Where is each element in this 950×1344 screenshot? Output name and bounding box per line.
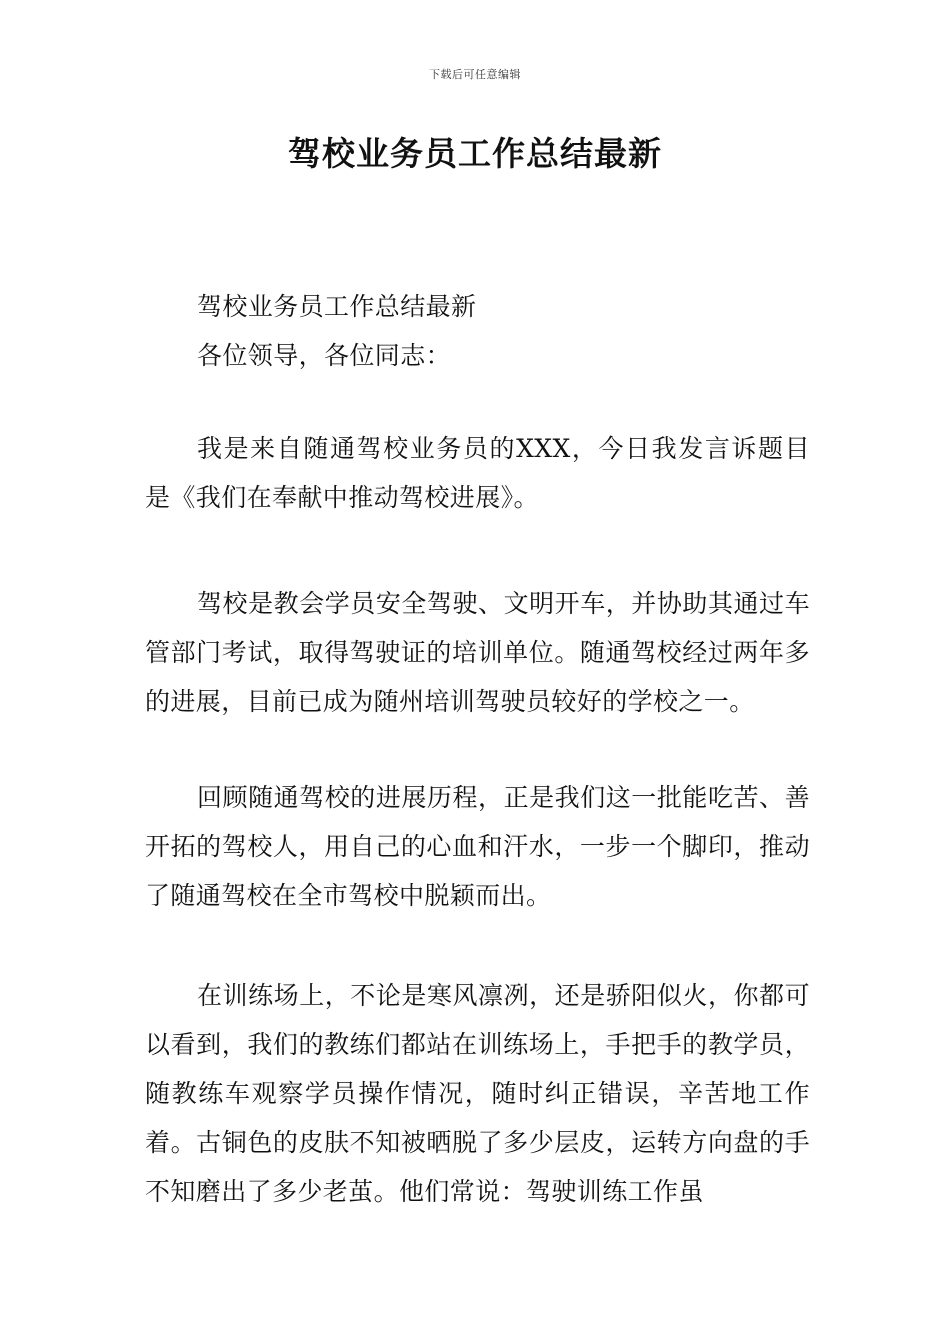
- document-title: 驾校业务员工作总结最新: [288, 134, 662, 173]
- paragraph-4: 在训练场上，不论是寒风凛冽，还是骄阳似火，你都可以看到，我们的教练们都站在训练场上，手把手的教学员，随教练车观察学员操作情况，随时纠正错误，辛苦地工作着。古铜色的皮肤不知被晒脱了多少层皮，运转方向盘的手不知磨出了多少老茧。他们常说：驾驶训练工作虽: [145, 981, 810, 1206]
- paragraph-2: 驾校是教会学员安全驾驶、文明开车，并协助其通过车管部门考试，取得驾驶证的培训单位。随通驾校经过两年多的进展，目前已成为随州培训驾驶员较好的学校之一。: [145, 589, 810, 716]
- salutation: 各位领导，各位同志：: [197, 341, 452, 370]
- subtitle-line: 驾校业务员工作总结最新: [197, 292, 477, 321]
- paragraph-3: 回顾随通驾校的进展历程，正是我们这一批能吃苦、善开拓的驾校人，用自己的心血和汗水，一步一个脚印，推动了随通驾校在全市驾校中脱颖而出。: [145, 783, 810, 910]
- header-note: 下载后可任意编辑: [429, 68, 521, 81]
- paragraph-1: 我是来自随通驾校业务员的XXX，今日我发言诉题目是《我们在奉献中推动驾校进展》。: [145, 434, 810, 512]
